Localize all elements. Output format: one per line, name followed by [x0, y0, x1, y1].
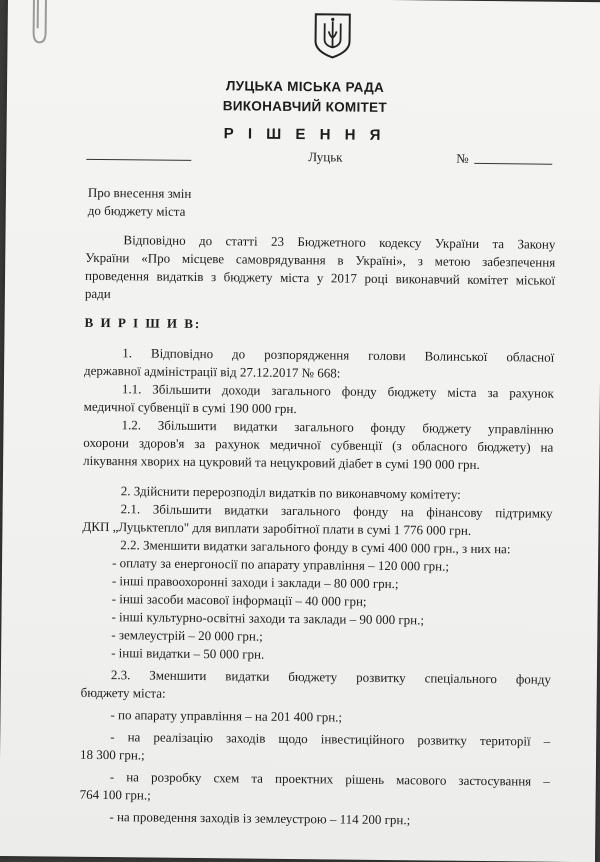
body-line: 764 100 грн.; [79, 786, 151, 803]
number-blank [474, 163, 552, 165]
body-line: бюджету міста: [80, 684, 166, 701]
body-line: 1. Відповідно до розпорядження голови Волинської обласної [122, 345, 555, 365]
body-line: - на проведення заходів із землеустрою – 114 200 грн.; [109, 809, 411, 828]
body-line: - землеустрій – 20 000 грн.; [111, 627, 263, 644]
date-blank [86, 159, 191, 161]
body-line: 2. Здійснити перерозподіл видатків по виконавчому комітету: [120, 483, 461, 502]
body-line: 2.1. Збільшити видатки загального фонду на фінансову підтримку [120, 501, 553, 521]
preamble-line: ради [84, 285, 111, 302]
body-line: 2.2. Зменшити видатки загального фонду в сумі 400 000 грн., з них на: [120, 537, 511, 557]
body-line: - оплату за енергоносії по апарату управління – 120 000 грн.; [111, 555, 450, 574]
body-line: - інші видатки – 50 000 грн. [111, 645, 265, 662]
city-label: Луцьк [308, 149, 343, 165]
body-line: - інші засоби масової інформації – 40 000 грн; [111, 591, 367, 609]
body-line: - на розробку схем та проектних рішень масового застосування – [109, 769, 550, 789]
trident-emblem-icon [312, 11, 353, 59]
subject-line: Про внесення змін [87, 184, 192, 201]
body-line: - інші правоохоронні заходи і заклади – 80 000 грн.; [111, 573, 399, 592]
body-line: 1.2. Збільшити видатки загального фонду бюджету управлінню [121, 417, 554, 437]
council-title: ЛУЦЬКА МІСЬКА РАДА [225, 78, 385, 95]
decided-heading: В И Р І Ш И В: [84, 314, 202, 332]
body-line: медичної субвенції в сумі 190 000 грн. [83, 398, 297, 417]
body-line: 1.1. Збільшити доходи загального фонду бюджету міста за рахунок [121, 381, 554, 401]
body-line: - на реалізацію заходів щодо інвестиційного розвитку території – [110, 729, 551, 749]
body-line: 18 300 грн.; [79, 746, 145, 763]
body-line: державної адміністрації від 27.12.2017 № 668: [84, 362, 341, 381]
number-label: № [456, 150, 469, 166]
body-line: ДКП „Луцьктепло" для виплати заробітної плати в сумі 1 776 000 грн. [82, 518, 472, 538]
committee-title: ВИКОНАВЧИЙ КОМІТЕТ [222, 98, 388, 115]
paper-clip-icon [25, 0, 54, 46]
document-type: Р І Ш Е Н Н Я [223, 125, 386, 144]
body-line: - по апарату управління – на 201 400 грн.; [110, 707, 343, 725]
preamble-line: Відповідно до статті 23 Бюджетного кодексу України та Закону [123, 232, 556, 252]
body-line: охорони здоров'я за рахунок медичної субвенції (з обласного бюджету) на [83, 434, 554, 455]
preamble-line: України «Про місцеве самоврядування в Україні», з метою забезпечення [85, 249, 556, 270]
subject-line: до бюджету міста [87, 202, 186, 219]
body-line: - інші культурно-освітні заходи та заклади – 90 000 грн.; [111, 609, 425, 628]
body-line: лікування хворих на цукровий та нецукровий діабет в сумі 190 000 грн. [83, 452, 480, 472]
preamble-line: проведення видатків з бюджету міста у 2017 році виконавчий комітет міської [85, 267, 556, 288]
body-line: 2.3. Зменшити видатки бюджету розвитку спеціального фонду [110, 667, 551, 687]
